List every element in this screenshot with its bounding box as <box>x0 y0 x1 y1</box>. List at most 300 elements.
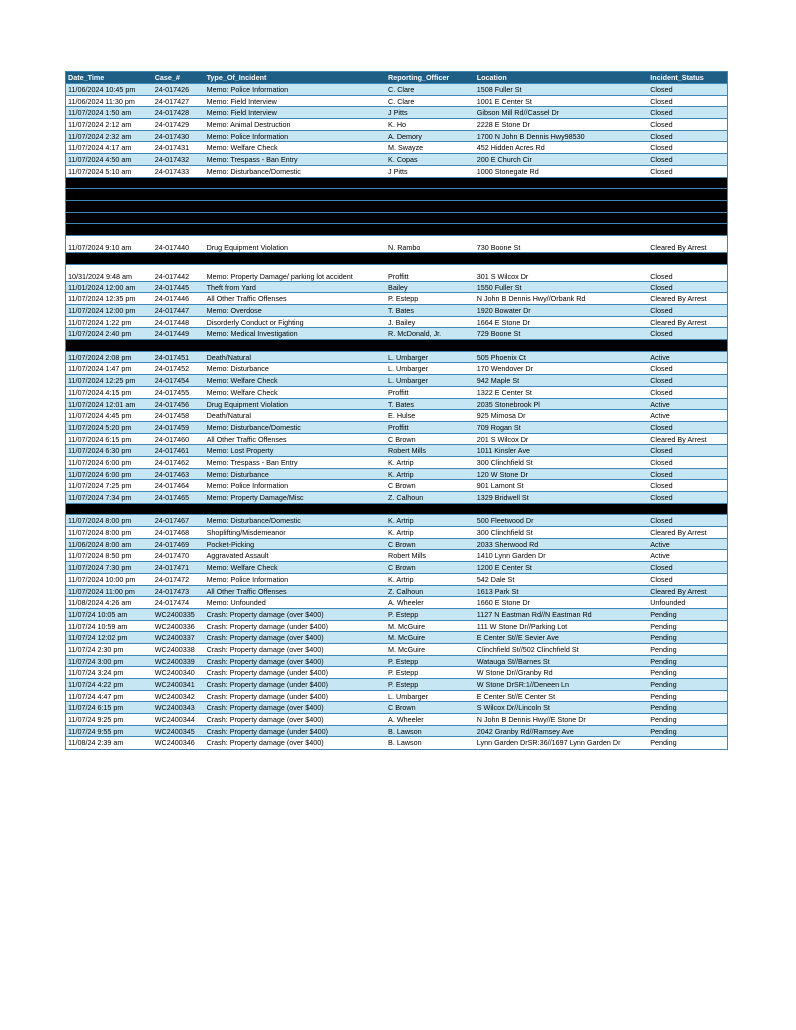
case-number-cell: 24-017433 <box>154 166 190 176</box>
case-number-cell: 24-017427 <box>154 96 190 106</box>
reporting-officer-cell: C Brown <box>388 434 416 444</box>
incident-status-cell: Pending <box>650 668 677 678</box>
header-type-of-incident: Type_Of_Incident <box>206 73 267 82</box>
incident-type-cell: Crash: Property damage (over $400) <box>206 715 324 725</box>
case-number-cell <box>153 504 205 515</box>
date-time-cell: 11/07/2024 5:10 am <box>68 166 132 176</box>
incident-status-cell: Closed <box>650 446 673 456</box>
location-cell: 942 Maple St <box>476 376 520 386</box>
incident-type-cell: Crash: Property damage (under $400) <box>206 691 329 701</box>
case-number-cell: 24-017452 <box>154 364 190 374</box>
case-number-cell: WC2400337 <box>154 633 195 643</box>
case-number-cell: WC2400344 <box>154 715 195 725</box>
date-time-cell: 11/07/2024 12:00 pm <box>68 306 136 315</box>
reporting-officer-cell <box>386 253 475 264</box>
reporting-officer-cell: Robert Mills <box>388 551 426 561</box>
case-number-cell: 24-017471 <box>154 563 190 573</box>
incident-status-cell: Closed <box>650 155 673 165</box>
incident-status-cell: Closed <box>650 96 673 106</box>
case-number-cell: 24-017455 <box>154 387 190 397</box>
incident-status-cell: Closed <box>650 329 673 339</box>
incident-type-cell: Memo: Welfare Check <box>206 563 278 573</box>
incident-type-cell <box>205 340 386 351</box>
date-time-cell: 11/07/24 4:22 pm <box>68 680 124 689</box>
case-number-cell: 24-017467 <box>154 516 190 526</box>
incident-status-cell: Active <box>650 352 670 362</box>
date-time-cell: 11/01/2024 12:00 am <box>68 282 136 292</box>
incident-type-cell: Memo: Medical Investigation <box>206 329 298 339</box>
reporting-officer-cell: K. Copas <box>388 155 418 165</box>
incident-status-cell: Pending <box>650 633 677 643</box>
location-cell: 2033 Sherwood Rd <box>476 539 539 549</box>
header-date-time: Date_Time <box>68 73 105 82</box>
incident-type-cell: Memo: Property Damage/Misc <box>206 493 304 502</box>
reporting-officer-cell: C Brown <box>388 481 416 491</box>
case-number-cell: 24-017429 <box>154 120 190 130</box>
location-cell: 2035 Stonebrook Pl <box>476 399 540 409</box>
incident-type-cell: Crash: Property damage (under $400) <box>206 668 329 678</box>
incident-status-cell: Closed <box>650 376 673 386</box>
redacted-row <box>66 213 727 225</box>
incident-type-cell: All Other Traffic Offenses <box>206 294 287 304</box>
date-time-cell: 11/07/2024 2:40 pm <box>68 329 132 339</box>
location-cell: 500 Fleetwood Dr <box>476 516 534 526</box>
header-incident-status: Incident_Status <box>650 73 704 82</box>
location-cell: 1200 E Center St <box>476 563 532 573</box>
table-row <box>66 527 727 539</box>
incident-table <box>65 71 728 750</box>
reporting-officer-cell: J Pitts <box>388 108 408 118</box>
table-row <box>66 387 727 399</box>
reporting-officer-cell: C Brown <box>388 539 416 549</box>
case-number-cell: WC2400346 <box>154 738 195 748</box>
redacted-row <box>66 189 727 201</box>
date-time-cell: 11/07/24 4:47 pm <box>68 691 124 701</box>
incident-status-cell: Closed <box>650 574 673 584</box>
incident-status-cell: Pending <box>650 691 677 701</box>
table-row <box>66 656 727 668</box>
case-number-cell <box>153 224 205 235</box>
date-time-cell: 11/07/2024 11:00 pm <box>68 586 135 596</box>
reporting-officer-cell: L. Umbarger <box>388 364 428 374</box>
reporting-officer-cell: K. Artrip <box>388 469 414 479</box>
date-time-cell: 11/07/24 2:30 pm <box>68 644 124 654</box>
table-row <box>66 166 727 178</box>
incident-type-cell: Crash: Property damage (over $400) <box>206 656 324 666</box>
redacted-row <box>66 224 727 236</box>
location-cell: 1001 E Center St <box>476 96 532 106</box>
table-row <box>66 84 727 96</box>
reporting-officer-cell: M. McGuire <box>388 644 426 654</box>
reporting-officer-cell: A. Wheeler <box>388 598 424 608</box>
case-number-cell <box>153 253 205 264</box>
date-time-cell: 11/07/2024 1:22 pm <box>68 317 132 327</box>
table-row <box>66 492 727 504</box>
incident-type-cell: All Other Traffic Offenses <box>206 586 287 596</box>
location-cell: 505 Phoenix Ct <box>476 352 526 362</box>
incident-type-cell: Crash: Property damage (under $400) <box>206 621 329 631</box>
location-cell <box>475 178 648 189</box>
location-cell: 1613 Park St <box>476 586 519 596</box>
date-time-cell: 10/31/2024 9:48 am <box>68 271 132 281</box>
case-number-cell <box>153 189 205 200</box>
table-row <box>66 457 727 469</box>
reporting-officer-cell: C. Clare <box>388 85 415 94</box>
incident-type-cell: Memo: Field Interview <box>206 108 277 118</box>
incident-status-cell: Cleared By Arrest <box>650 317 707 327</box>
date-time-cell <box>66 504 153 515</box>
case-number-cell: 24-017468 <box>154 528 190 538</box>
incident-status-cell: Pending <box>650 738 677 748</box>
case-number-cell: 24-017449 <box>154 329 190 339</box>
table-row <box>66 550 727 562</box>
incident-type-cell: Memo: Field Interview <box>206 96 277 106</box>
incident-status-cell: Cleared By Arrest <box>650 294 707 304</box>
location-cell: 729 Boone St <box>476 329 521 339</box>
location-cell: 200 E Church Cir <box>476 155 532 165</box>
location-cell <box>475 201 648 212</box>
table-row <box>66 328 727 340</box>
incident-type-cell: Theft from Yard <box>206 282 256 292</box>
incident-type-cell: Memo: Disturbance <box>206 364 269 374</box>
incident-type-cell: Crash: Property damage (under $400) <box>206 680 329 689</box>
table-row <box>66 317 727 329</box>
reporting-officer-cell: Bailey <box>388 282 408 292</box>
reporting-officer-cell: P. Estepp <box>388 680 419 689</box>
date-time-cell: 11/07/2024 4:45 pm <box>68 411 132 421</box>
redacted-row <box>66 253 727 265</box>
location-cell: 1011 Kinsler Ave <box>476 446 531 456</box>
location-cell: 925 Mimosa Dr <box>476 411 526 421</box>
location-cell: Lynn Garden DrSR:36//1697 Lynn Garden Dr <box>476 738 621 748</box>
incident-type-cell: Disorderly Conduct or Fighting <box>206 317 304 327</box>
location-cell: 300 Clinchfield St <box>476 457 533 467</box>
incident-type-cell: Death/Natural <box>206 352 251 362</box>
incident-status-cell: Pending <box>650 656 677 666</box>
table-row <box>66 702 727 714</box>
incident-status-cell: Unfounded <box>650 598 686 608</box>
incident-status-cell: Closed <box>650 131 673 141</box>
case-number-cell: 24-017460 <box>154 434 190 444</box>
date-time-cell: 11/07/2024 8:50 pm <box>68 551 132 561</box>
reporting-officer-cell: Robert Mills <box>388 446 426 456</box>
incident-type-cell: Memo: Police Information <box>206 574 289 584</box>
date-time-cell: 11/07/2024 7:34 pm <box>68 493 132 502</box>
date-time-cell <box>66 253 153 264</box>
date-time-cell: 11/07/2024 6:00 pm <box>68 457 132 467</box>
location-cell: Gibson Mill Rd//Cassel Dr <box>476 108 560 118</box>
table-row <box>66 574 727 586</box>
incident-status-cell: Pending <box>650 644 677 654</box>
incident-type-cell: Memo: Police Information <box>206 481 289 491</box>
reporting-officer-cell: E. Hulse <box>388 411 416 421</box>
case-number-cell: 24-017426 <box>154 85 190 94</box>
case-number-cell: WC2400341 <box>154 680 195 689</box>
table-row <box>66 96 727 108</box>
incident-status-cell: Active <box>650 411 670 421</box>
date-time-cell <box>66 340 153 351</box>
location-cell: N John B Dennis Hwy//E Stone Dr <box>476 715 586 725</box>
incident-status-cell <box>648 224 727 235</box>
case-number-cell: 24-017447 <box>154 306 190 315</box>
incident-type-cell: Shoplifting/Misdemeanor <box>206 528 286 538</box>
case-number-cell: 24-017461 <box>154 446 190 456</box>
incident-type-cell: All Other Traffic Offenses <box>206 434 287 444</box>
case-number-cell: 24-017462 <box>154 457 190 467</box>
case-number-cell: 24-017473 <box>154 586 190 596</box>
table-row <box>66 131 727 143</box>
location-cell: 1700 N John B Dennis Hwy98530 <box>476 131 585 141</box>
table-row <box>66 107 727 119</box>
case-number-cell: 24-017463 <box>154 469 190 479</box>
location-cell: N John B Dennis Hwy//Orbank Rd <box>476 294 586 304</box>
incident-status-cell: Closed <box>650 306 673 315</box>
incident-status-cell <box>648 189 727 200</box>
date-time-cell: 11/07/2024 6:30 pm <box>68 446 132 456</box>
date-time-cell: 11/07/24 3:24 pm <box>68 668 124 678</box>
reporting-officer-cell: Z. Calhoun <box>388 586 424 596</box>
table-row <box>66 679 727 691</box>
date-time-cell: 11/07/2024 12:25 pm <box>68 376 136 386</box>
incident-type-cell: Memo: Welfare Check <box>206 143 278 153</box>
incident-status-cell: Closed <box>650 108 673 118</box>
location-cell: 1000 Stonegate Rd <box>476 166 539 176</box>
location-cell: 1664 E Stone Dr <box>476 317 530 327</box>
location-cell: S Wilcox Dr//Lincoln St <box>476 703 550 713</box>
incident-status-cell: Active <box>650 399 670 409</box>
table-row <box>66 691 727 703</box>
location-cell: W Stone DrSR:1//Deneen Ln <box>476 680 570 689</box>
date-time-cell: 11/06/2024 10:45 pm <box>68 85 136 94</box>
date-time-cell: 11/07/2024 8:00 pm <box>68 516 132 526</box>
table-header <box>66 72 727 84</box>
reporting-officer-cell: Z. Calhoun <box>388 493 424 502</box>
reporting-officer-cell: C. Clare <box>388 96 415 106</box>
location-cell: 542 Dale St <box>476 574 515 584</box>
location-cell: 1322 E Center St <box>476 387 532 397</box>
incident-type-cell: Memo: Disturbance/Domestic <box>206 516 301 526</box>
reporting-officer-cell: R. McDonald, Jr. <box>388 329 442 339</box>
table-row <box>66 282 727 294</box>
incident-type-cell: Drug Equipment Violation <box>206 242 288 252</box>
reporting-officer-cell <box>386 340 475 351</box>
incident-type-cell: Aggravated Assault <box>206 551 269 561</box>
case-number-cell: 24-017459 <box>154 422 190 432</box>
date-time-cell: 11/06/2024 11:30 pm <box>68 96 135 106</box>
incident-type-cell: Death/Natural <box>206 411 251 421</box>
case-number-cell: 24-017440 <box>154 242 190 252</box>
date-time-cell: 11/07/2024 9:10 am <box>68 242 132 252</box>
date-time-cell <box>66 224 153 235</box>
location-cell: 301 S Wilcox Dr <box>476 271 529 281</box>
case-number-cell: 24-017428 <box>154 108 190 118</box>
location-cell <box>475 253 648 264</box>
incident-status-cell <box>648 178 727 189</box>
location-cell: 1410 Lynn Garden Dr <box>476 551 546 561</box>
incident-status-cell: Closed <box>650 364 673 374</box>
reporting-officer-cell: M. McGuire <box>388 621 426 631</box>
incident-type-cell <box>205 178 386 189</box>
incident-status-cell: Pending <box>650 680 677 689</box>
case-number-cell: WC2400339 <box>154 656 195 666</box>
date-time-cell: 11/07/2024 5:20 pm <box>68 422 132 432</box>
incident-status-cell: Closed <box>650 120 673 130</box>
reporting-officer-cell: B. Lawson <box>388 726 422 736</box>
incident-status-cell: Closed <box>650 387 673 397</box>
reporting-officer-cell: P. Estepp <box>388 294 419 304</box>
location-cell <box>475 224 648 235</box>
reporting-officer-cell: P. Estepp <box>388 656 419 666</box>
incident-status-cell: Pending <box>650 703 677 713</box>
incident-status-cell: Closed <box>650 516 673 526</box>
redacted-row <box>66 340 727 352</box>
incident-type-cell <box>205 189 386 200</box>
table-row <box>66 154 727 166</box>
reporting-officer-cell: M. Swayze <box>388 143 424 153</box>
table-row <box>66 305 727 317</box>
table-row <box>66 621 727 633</box>
incident-status-cell: Closed <box>650 422 673 432</box>
date-time-cell: 11/07/2024 8:00 pm <box>68 528 132 538</box>
reporting-officer-cell: M. McGuire <box>388 633 426 643</box>
case-number-cell: 24-017442 <box>154 271 190 281</box>
incident-type-cell: Drug Equipment Violation <box>206 399 288 409</box>
location-cell: 1329 Bridwell St <box>476 493 529 502</box>
date-time-cell: 11/07/2024 4:50 am <box>68 155 132 165</box>
date-time-cell: 11/07/2024 2:12 am <box>68 120 132 130</box>
table-row <box>66 410 727 422</box>
case-number-cell: 24-017451 <box>154 352 190 362</box>
date-time-cell: 11/07/2024 12:01 am <box>68 399 136 409</box>
table-row <box>66 644 727 656</box>
redacted-row <box>66 504 727 516</box>
incident-status-cell: Closed <box>650 457 673 467</box>
incident-status-cell <box>648 213 727 224</box>
incident-status-cell: Active <box>650 551 670 561</box>
date-time-cell <box>66 213 153 224</box>
incident-status-cell: Closed <box>650 271 673 281</box>
incident-type-cell: Crash: Property damage (under $400) <box>206 726 329 736</box>
case-number-cell: WC2400340 <box>154 668 195 678</box>
table-row <box>66 119 727 131</box>
location-cell: Watauga St//Barnes St <box>476 656 550 666</box>
date-time-cell: 11/07/24 6:15 pm <box>68 703 124 713</box>
reporting-officer-cell: K. Artrip <box>388 528 414 538</box>
table-row <box>66 726 727 738</box>
reporting-officer-cell: B. Lawson <box>388 738 422 748</box>
case-number-cell: 24-017456 <box>154 399 190 409</box>
incident-status-cell: Closed <box>650 481 673 491</box>
date-time-cell: 11/07/2024 10:00 pm <box>68 574 136 584</box>
incident-status-cell: Cleared By Arrest <box>650 586 707 596</box>
incident-type-cell: Memo: Disturbance/Domestic <box>206 166 301 176</box>
table-row <box>66 562 727 574</box>
table-row <box>66 422 727 434</box>
case-number-cell: WC2400335 <box>154 609 195 619</box>
reporting-officer-cell: L. Umbarger <box>388 376 428 386</box>
location-cell: 452 Hidden Acres Rd <box>476 143 545 153</box>
reporting-officer-cell: N. Rambo <box>388 242 421 252</box>
case-number-cell: 24-017431 <box>154 143 190 153</box>
case-number-cell: WC2400342 <box>154 691 195 701</box>
incident-type-cell: Memo: Welfare Check <box>206 376 278 386</box>
date-time-cell: 11/07/2024 6:00 pm <box>68 469 132 479</box>
reporting-officer-cell: K. Artrip <box>388 457 414 467</box>
incident-type-cell <box>205 504 386 515</box>
incident-type-cell: Memo: Trespass - Ban Entry <box>206 155 298 165</box>
location-cell: E Center St//E Sevier Ave <box>476 633 559 643</box>
case-number-cell: 24-017458 <box>154 411 190 421</box>
table-row <box>66 597 727 609</box>
case-number-cell <box>153 178 205 189</box>
incident-status-cell <box>648 504 727 515</box>
case-number-cell: 24-017430 <box>154 131 190 141</box>
reporting-officer-cell: T. Bates <box>388 399 414 409</box>
location-cell: Clinchfield St//502 Clinchfield St <box>476 644 579 654</box>
incident-type-cell: Crash: Property damage (over $400) <box>206 633 324 643</box>
reporting-officer-cell <box>386 201 475 212</box>
date-time-cell: 11/07/2024 4:17 am <box>68 143 132 153</box>
reporting-officer-cell: L. Umbarger <box>388 352 428 362</box>
date-time-cell: 11/07/2024 1:50 am <box>68 108 132 118</box>
table-row <box>66 469 727 481</box>
date-time-cell: 11/08/2024 4:26 am <box>68 598 132 608</box>
incident-type-cell: Memo: Overdose <box>206 306 262 315</box>
table-row <box>66 142 727 154</box>
table-row <box>66 265 727 282</box>
incident-type-cell: Memo: Lost Property <box>206 446 274 456</box>
reporting-officer-cell: K. Artrip <box>388 574 414 584</box>
reporting-officer-cell <box>386 504 475 515</box>
table-row <box>66 632 727 644</box>
reporting-officer-cell <box>386 189 475 200</box>
date-time-cell: 11/06/2024 8:00 am <box>68 539 132 549</box>
date-time-cell: 11/07/2024 2:08 pm <box>68 352 132 362</box>
table-body <box>66 84 727 749</box>
reporting-officer-cell: Proffitt <box>388 422 409 432</box>
incident-status-cell: Cleared By Arrest <box>650 528 707 538</box>
table-row <box>66 293 727 305</box>
incident-status-cell: Pending <box>650 621 677 631</box>
location-cell: 709 Rogan St <box>476 422 521 432</box>
incident-type-cell: Memo: Trespass - Ban Entry <box>206 457 298 467</box>
location-cell: 730 Boone St <box>476 242 521 252</box>
reporting-officer-cell: J. Bailey <box>388 317 416 327</box>
case-number-cell: 24-017465 <box>154 493 190 502</box>
reporting-officer-cell: K. Ho <box>388 120 407 130</box>
case-number-cell <box>153 201 205 212</box>
incident-status-cell: Closed <box>650 563 673 573</box>
reporting-officer-cell <box>386 178 475 189</box>
reporting-officer-cell: T. Bates <box>388 306 414 315</box>
incident-status-cell <box>648 201 727 212</box>
reporting-officer-cell: L. Umbarger <box>388 691 428 701</box>
table-row <box>66 399 727 411</box>
table-row <box>66 480 727 492</box>
header-case-number: Case_# <box>154 73 180 82</box>
table-row <box>66 586 727 598</box>
case-number-cell: 24-017445 <box>154 282 190 292</box>
location-cell: 1508 Fuller St <box>476 85 522 94</box>
incident-status-cell: Closed <box>650 493 673 502</box>
incident-status-cell <box>648 340 727 351</box>
reporting-officer-cell: K. Artrip <box>388 516 414 526</box>
table-row <box>66 539 727 551</box>
location-cell: 120 W Stone Dr <box>476 469 528 479</box>
location-cell <box>475 213 648 224</box>
case-number-cell: WC2400338 <box>154 644 195 654</box>
incident-status-cell: Closed <box>650 282 673 292</box>
